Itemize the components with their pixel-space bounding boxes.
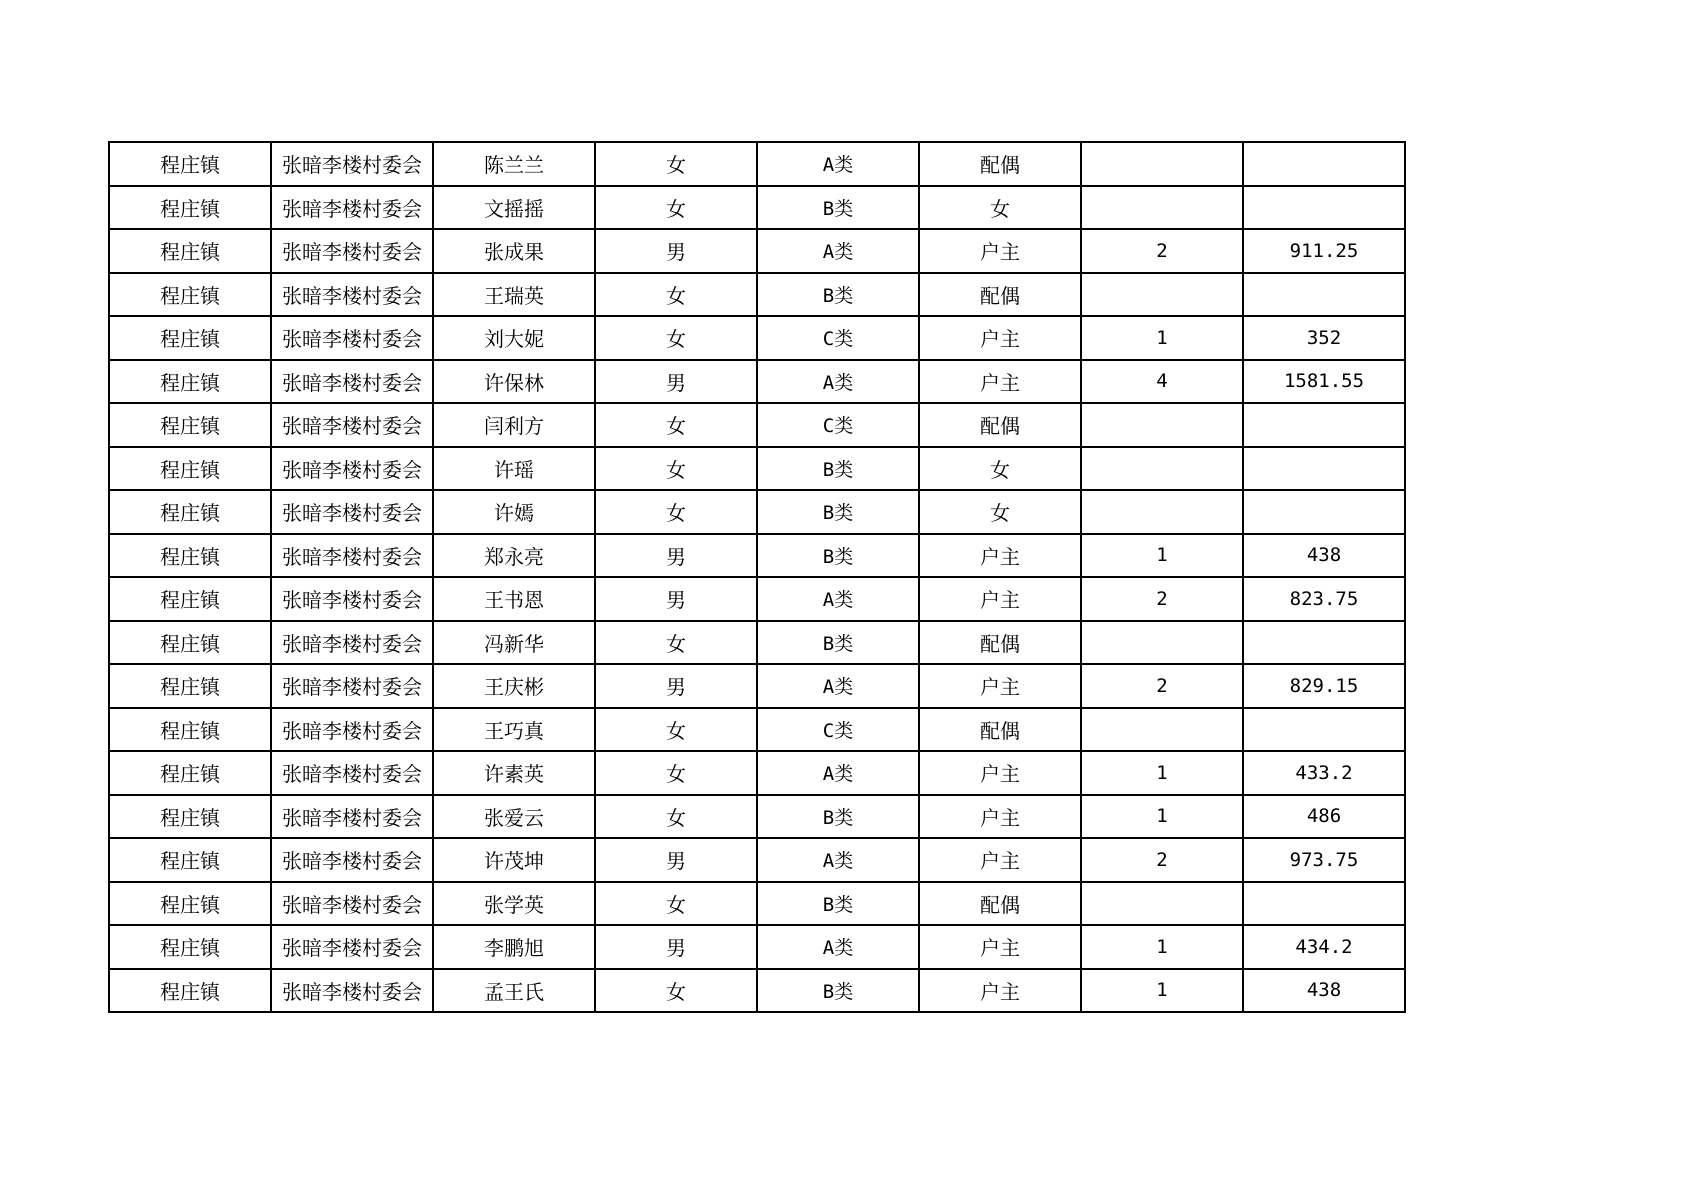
amount-cell: [1243, 621, 1405, 665]
table-row: [109, 795, 1405, 839]
household-size-cell: [1081, 273, 1243, 317]
town-cell: 程庄镇: [109, 838, 271, 882]
name-cell: 许茂坤: [433, 838, 595, 882]
table-row: [109, 316, 1405, 360]
village-cell: 张暗李楼村委会: [271, 838, 433, 882]
village-cell: 张暗李楼村委会: [271, 273, 433, 317]
category-cell: B类: [757, 447, 919, 491]
village-cell: 张暗李楼村委会: [271, 142, 433, 186]
name-cell: 张爱云: [433, 795, 595, 839]
town-cell: 程庄镇: [109, 882, 271, 926]
amount-cell: 434.2: [1243, 925, 1405, 969]
household-size-cell: [1081, 621, 1243, 665]
amount-cell: [1243, 403, 1405, 447]
gender-cell: 女: [595, 447, 757, 491]
data-table: [108, 141, 1406, 1013]
table-row: [109, 229, 1405, 273]
name-cell: 孟王氏: [433, 969, 595, 1013]
relation-cell: 户主: [919, 751, 1081, 795]
village-cell: 张暗李楼村委会: [271, 490, 433, 534]
town-cell: 程庄镇: [109, 795, 271, 839]
name-cell: 许瑶: [433, 447, 595, 491]
gender-cell: 男: [595, 577, 757, 621]
relation-cell: 户主: [919, 969, 1081, 1013]
table-row: [109, 621, 1405, 665]
category-cell: A类: [757, 229, 919, 273]
village-cell: 张暗李楼村委会: [271, 229, 433, 273]
village-cell: 张暗李楼村委会: [271, 447, 433, 491]
town-cell: 程庄镇: [109, 403, 271, 447]
household-size-cell: 4: [1081, 360, 1243, 404]
name-cell: 文摇摇: [433, 186, 595, 230]
category-cell: A类: [757, 751, 919, 795]
category-cell: A类: [757, 142, 919, 186]
amount-cell: 1581.55: [1243, 360, 1405, 404]
gender-cell: 女: [595, 403, 757, 447]
village-cell: 张暗李楼村委会: [271, 708, 433, 752]
name-cell: 刘大妮: [433, 316, 595, 360]
village-cell: 张暗李楼村委会: [271, 925, 433, 969]
relation-cell: 户主: [919, 229, 1081, 273]
town-cell: 程庄镇: [109, 142, 271, 186]
town-cell: 程庄镇: [109, 664, 271, 708]
household-size-cell: 2: [1081, 664, 1243, 708]
relation-cell: 户主: [919, 534, 1081, 578]
town-cell: 程庄镇: [109, 621, 271, 665]
town-cell: 程庄镇: [109, 186, 271, 230]
name-cell: 李鹏旭: [433, 925, 595, 969]
household-size-cell: 1: [1081, 316, 1243, 360]
gender-cell: 女: [595, 708, 757, 752]
town-cell: 程庄镇: [109, 360, 271, 404]
name-cell: 许素英: [433, 751, 595, 795]
gender-cell: 男: [595, 838, 757, 882]
village-cell: 张暗李楼村委会: [271, 882, 433, 926]
village-cell: 张暗李楼村委会: [271, 751, 433, 795]
relation-cell: 配偶: [919, 621, 1081, 665]
gender-cell: 女: [595, 186, 757, 230]
household-size-cell: [1081, 882, 1243, 926]
village-cell: 张暗李楼村委会: [271, 969, 433, 1013]
village-cell: 张暗李楼村委会: [271, 621, 433, 665]
name-cell: 张成果: [433, 229, 595, 273]
gender-cell: 女: [595, 795, 757, 839]
gender-cell: 女: [595, 490, 757, 534]
category-cell: B类: [757, 969, 919, 1013]
village-cell: 张暗李楼村委会: [271, 316, 433, 360]
category-cell: B类: [757, 186, 919, 230]
household-size-cell: [1081, 447, 1243, 491]
town-cell: 程庄镇: [109, 447, 271, 491]
name-cell: 张学英: [433, 882, 595, 926]
gender-cell: 男: [595, 925, 757, 969]
amount-cell: 438: [1243, 534, 1405, 578]
category-cell: B类: [757, 795, 919, 839]
household-size-cell: 1: [1081, 751, 1243, 795]
village-cell: 张暗李楼村委会: [271, 795, 433, 839]
category-cell: A类: [757, 925, 919, 969]
gender-cell: 女: [595, 273, 757, 317]
relation-cell: 配偶: [919, 142, 1081, 186]
name-cell: 许保林: [433, 360, 595, 404]
relation-cell: 女: [919, 490, 1081, 534]
table-row: [109, 751, 1405, 795]
household-size-cell: 1: [1081, 534, 1243, 578]
town-cell: 程庄镇: [109, 925, 271, 969]
relation-cell: 户主: [919, 795, 1081, 839]
name-cell: 许嫣: [433, 490, 595, 534]
household-size-cell: 2: [1081, 838, 1243, 882]
town-cell: 程庄镇: [109, 751, 271, 795]
relation-cell: 户主: [919, 360, 1081, 404]
category-cell: C类: [757, 708, 919, 752]
table-row: [109, 577, 1405, 621]
category-cell: C类: [757, 316, 919, 360]
amount-cell: [1243, 273, 1405, 317]
household-size-cell: [1081, 142, 1243, 186]
village-cell: 张暗李楼村委会: [271, 360, 433, 404]
name-cell: 王瑞英: [433, 273, 595, 317]
relation-cell: 女: [919, 447, 1081, 491]
table-row: [109, 142, 1405, 186]
town-cell: 程庄镇: [109, 490, 271, 534]
amount-cell: 433.2: [1243, 751, 1405, 795]
village-cell: 张暗李楼村委会: [271, 577, 433, 621]
village-cell: 张暗李楼村委会: [271, 186, 433, 230]
table-body: [109, 142, 1405, 1012]
relation-cell: 配偶: [919, 708, 1081, 752]
category-cell: B类: [757, 534, 919, 578]
amount-cell: 829.15: [1243, 664, 1405, 708]
household-size-cell: 2: [1081, 229, 1243, 273]
table-row: [109, 838, 1405, 882]
gender-cell: 女: [595, 969, 757, 1013]
household-size-cell: 1: [1081, 925, 1243, 969]
amount-cell: [1243, 142, 1405, 186]
town-cell: 程庄镇: [109, 273, 271, 317]
amount-cell: [1243, 186, 1405, 230]
relation-cell: 配偶: [919, 273, 1081, 317]
table-row: [109, 664, 1405, 708]
name-cell: 王巧真: [433, 708, 595, 752]
town-cell: 程庄镇: [109, 316, 271, 360]
gender-cell: 女: [595, 142, 757, 186]
amount-cell: 352: [1243, 316, 1405, 360]
category-cell: C类: [757, 403, 919, 447]
relation-cell: 户主: [919, 316, 1081, 360]
town-cell: 程庄镇: [109, 534, 271, 578]
category-cell: A类: [757, 577, 919, 621]
gender-cell: 女: [595, 316, 757, 360]
town-cell: 程庄镇: [109, 708, 271, 752]
amount-cell: [1243, 447, 1405, 491]
category-cell: B类: [757, 273, 919, 317]
gender-cell: 男: [595, 229, 757, 273]
household-size-cell: 2: [1081, 577, 1243, 621]
relation-cell: 女: [919, 186, 1081, 230]
name-cell: 郑永亮: [433, 534, 595, 578]
town-cell: 程庄镇: [109, 577, 271, 621]
table-row: [109, 403, 1405, 447]
village-cell: 张暗李楼村委会: [271, 664, 433, 708]
table-row: [109, 447, 1405, 491]
relation-cell: 配偶: [919, 403, 1081, 447]
category-cell: A类: [757, 838, 919, 882]
household-size-cell: 1: [1081, 795, 1243, 839]
category-cell: B类: [757, 882, 919, 926]
village-cell: 张暗李楼村委会: [271, 403, 433, 447]
category-cell: B类: [757, 621, 919, 665]
household-size-cell: 1: [1081, 969, 1243, 1013]
amount-cell: [1243, 882, 1405, 926]
gender-cell: 男: [595, 360, 757, 404]
amount-cell: 438: [1243, 969, 1405, 1013]
name-cell: 陈兰兰: [433, 142, 595, 186]
amount-cell: [1243, 490, 1405, 534]
relation-cell: 配偶: [919, 882, 1081, 926]
table-row: [109, 186, 1405, 230]
table-row: [109, 708, 1405, 752]
table-row: [109, 360, 1405, 404]
gender-cell: 女: [595, 882, 757, 926]
name-cell: 冯新华: [433, 621, 595, 665]
amount-cell: 823.75: [1243, 577, 1405, 621]
relation-cell: 户主: [919, 577, 1081, 621]
table-row: [109, 882, 1405, 926]
village-cell: 张暗李楼村委会: [271, 534, 433, 578]
town-cell: 程庄镇: [109, 969, 271, 1013]
name-cell: 闫利方: [433, 403, 595, 447]
table-row: [109, 490, 1405, 534]
category-cell: B类: [757, 490, 919, 534]
gender-cell: 男: [595, 534, 757, 578]
household-size-cell: [1081, 403, 1243, 447]
gender-cell: 男: [595, 664, 757, 708]
table-row: [109, 925, 1405, 969]
household-size-cell: [1081, 186, 1243, 230]
town-cell: 程庄镇: [109, 229, 271, 273]
table-row: [109, 534, 1405, 578]
category-cell: A类: [757, 360, 919, 404]
name-cell: 王书恩: [433, 577, 595, 621]
gender-cell: 女: [595, 621, 757, 665]
category-cell: A类: [757, 664, 919, 708]
relation-cell: 户主: [919, 838, 1081, 882]
amount-cell: 911.25: [1243, 229, 1405, 273]
amount-cell: 486: [1243, 795, 1405, 839]
table-row: [109, 969, 1405, 1013]
household-size-cell: [1081, 490, 1243, 534]
household-size-cell: [1081, 708, 1243, 752]
relation-cell: 户主: [919, 664, 1081, 708]
amount-cell: [1243, 708, 1405, 752]
table-row: [109, 273, 1405, 317]
name-cell: 王庆彬: [433, 664, 595, 708]
relation-cell: 户主: [919, 925, 1081, 969]
amount-cell: 973.75: [1243, 838, 1405, 882]
gender-cell: 女: [595, 751, 757, 795]
